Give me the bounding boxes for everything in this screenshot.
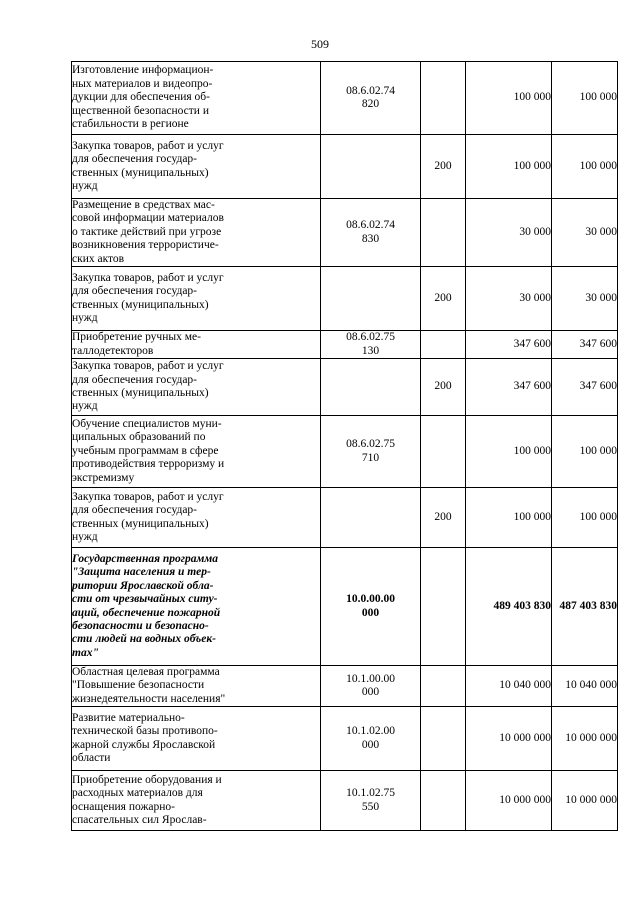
- table-row: [72, 707, 618, 771]
- row-name-cell: [72, 199, 321, 267]
- row-amount-2016-cell: [466, 135, 552, 199]
- row-name-text: Закупка товаров, работ и услуг для обеспечения государ- ственных (муниципальных) нужд: [72, 271, 224, 324]
- row-code-text: 08.6.02.74 820: [346, 84, 395, 110]
- row-amount-2017-text: 30 000: [585, 291, 617, 304]
- table-row: [72, 771, 618, 831]
- row-code-cell: [321, 416, 421, 488]
- row-code-cell: [321, 359, 421, 416]
- row-code-cell: [321, 267, 421, 331]
- row-amount-2016-text: 10 000 000: [499, 732, 551, 745]
- row-name-text: Приобретение ручных ме- таллодетекторов: [72, 331, 201, 357]
- row-name-text: Обучение специалистов муни- ципальных образований по учебным программам в сфере противодействия терроризму и экстремизму: [72, 418, 225, 484]
- row-amount-2016-text: 347 600: [513, 337, 551, 350]
- table-row: [72, 666, 618, 707]
- row-amount-2017-text: 347 600: [579, 380, 617, 393]
- row-expense-type-cell: [421, 267, 466, 331]
- row-amount-2017-cell: [552, 199, 618, 267]
- row-amount-2017-text: 100 000: [579, 510, 617, 523]
- row-amount-2017-cell: [552, 135, 618, 199]
- row-amount-2016-text: 100 000: [513, 159, 551, 172]
- row-amount-2017-text: 10 000 000: [565, 732, 617, 745]
- row-amount-2016-cell: [466, 416, 552, 488]
- page-number: 509: [311, 37, 329, 51]
- row-amount-2016-cell: [466, 267, 552, 331]
- row-amount-2016-cell: [466, 666, 552, 707]
- row-amount-2017-cell: [552, 267, 618, 331]
- row-amount-2017-cell: [552, 548, 618, 666]
- row-expense-type-cell: [421, 707, 466, 771]
- row-name-text: Закупка товаров, работ и услуг для обеспечения государ- ственных (муниципальных) нужд: [72, 490, 224, 543]
- row-code-text: 08.6.02.74 830: [346, 219, 395, 245]
- row-expense-type-cell: [421, 331, 466, 359]
- row-amount-2016-text: 347 600: [513, 380, 551, 393]
- row-code-cell: [321, 707, 421, 771]
- row-amount-2016-cell: [466, 199, 552, 267]
- budget-table: [71, 61, 618, 831]
- row-amount-2017-cell: [552, 666, 618, 707]
- row-amount-2016-text: 10 000 000: [499, 794, 551, 807]
- row-name-cell: [72, 62, 321, 135]
- table-row: [72, 331, 618, 359]
- row-code-text: 10.1.02.75 550: [346, 787, 395, 813]
- row-amount-2016-cell: [466, 771, 552, 831]
- row-expense-type-cell: [421, 199, 466, 267]
- row-name-cell: [72, 135, 321, 199]
- row-expense-type-cell: [421, 359, 466, 416]
- row-amount-2017-cell: [552, 771, 618, 831]
- row-amount-2017-text: 100 000: [579, 91, 617, 104]
- row-amount-2016-text: 30 000: [519, 291, 551, 304]
- row-amount-2017-cell: [552, 488, 618, 548]
- row-amount-2017-text: 10 040 000: [565, 679, 617, 692]
- row-amount-2016-text: 100 000: [513, 444, 551, 457]
- row-code-cell: [321, 666, 421, 707]
- row-name-cell: [72, 359, 321, 416]
- row-code-cell: [321, 548, 421, 666]
- row-amount-2016-text: 100 000: [513, 91, 551, 104]
- row-code-cell: [321, 771, 421, 831]
- row-amount-2016-cell: [466, 331, 552, 359]
- row-expense-type-cell: [421, 548, 466, 666]
- row-name-text: Закупка товаров, работ и услуг для обеспечения государ- ственных (муниципальных) нужд: [72, 360, 224, 413]
- row-name-cell: [72, 488, 321, 548]
- table-row: [72, 199, 618, 267]
- row-amount-2017-cell: [552, 416, 618, 488]
- row-amount-2016-cell: [466, 359, 552, 416]
- row-expense-type-text: 200: [434, 159, 452, 172]
- row-expense-type-cell: [421, 62, 466, 135]
- row-amount-2016-text: 30 000: [519, 225, 551, 238]
- row-amount-2017-cell: [552, 707, 618, 771]
- row-amount-2016-cell: [466, 707, 552, 771]
- row-amount-2016-text: 10 040 000: [499, 679, 551, 692]
- row-name-text: Областная целевая программа "Повышение безопасности жизнедеятельности населения": [72, 666, 226, 705]
- row-name-cell: [72, 666, 321, 707]
- table-row: [72, 548, 618, 666]
- row-amount-2017-cell: [552, 62, 618, 135]
- row-amount-2016-text: 100 000: [513, 510, 551, 523]
- row-name-text: Изготовление информацион- ных материалов и видеопро- дукции для обеспечения об- щественной безопасности и стабильности в регионе: [72, 64, 214, 131]
- row-expense-type-cell: [421, 488, 466, 548]
- row-code-text: 10.1.00.00 000: [346, 672, 395, 699]
- row-code-cell: [321, 488, 421, 548]
- row-name-text: Развитие материально- технической базы противопо- жарной службы Ярославской области: [72, 711, 218, 765]
- row-name-cell: [72, 707, 321, 771]
- table-row: [72, 267, 618, 331]
- row-expense-type-text: 200: [434, 380, 452, 393]
- row-name-text: Приобретение оборудования и расходных материалов для оснащения пожарно- спасательных сил Ярослав-: [72, 773, 222, 827]
- row-expense-type-text: 200: [434, 291, 452, 304]
- table-row: [72, 488, 618, 548]
- row-amount-2016-cell: [466, 488, 552, 548]
- row-code-text: 10.1.02.00 000: [346, 725, 395, 751]
- table-row: [72, 135, 618, 199]
- row-name-cell: [72, 548, 321, 666]
- row-name-cell: [72, 416, 321, 488]
- row-code-text: 10.0.00.00 000: [346, 593, 395, 619]
- row-amount-2017-cell: [552, 359, 618, 416]
- row-amount-2016-cell: [466, 548, 552, 666]
- row-expense-type-text: 200: [434, 510, 452, 523]
- row-code-text: 08.6.02.75 130: [346, 331, 395, 357]
- row-name-text: Закупка товаров, работ и услуг для обеспечения государ- ственных (муниципальных) нужд: [72, 139, 224, 192]
- row-name-text: Размещение в средствах мас- совой информации материалов о тактике действий при угрозе возникновения террористиче- ских актов: [72, 199, 224, 265]
- row-amount-2016-text: 489 403 830: [493, 599, 551, 612]
- row-name-cell: [72, 331, 321, 359]
- row-amount-2017-cell: [552, 331, 618, 359]
- row-name-cell: [72, 267, 321, 331]
- row-amount-2017-text: 100 000: [579, 444, 617, 457]
- budget-table-body: [72, 62, 618, 831]
- row-amount-2017-text: 100 000: [579, 159, 617, 172]
- row-expense-type-cell: [421, 135, 466, 199]
- row-code-text: 08.6.02.75 710: [346, 438, 395, 464]
- row-amount-2017-text: 347 600: [579, 337, 617, 350]
- row-amount-2017-text: 30 000: [585, 225, 617, 238]
- row-amount-2017-text: 487 403 830: [559, 599, 617, 612]
- row-expense-type-cell: [421, 771, 466, 831]
- row-code-cell: [321, 135, 421, 199]
- row-amount-2016-cell: [466, 62, 552, 135]
- row-expense-type-cell: [421, 666, 466, 707]
- row-name-cell: [72, 771, 321, 831]
- row-expense-type-cell: [421, 416, 466, 488]
- table-row: [72, 416, 618, 488]
- row-code-cell: [321, 199, 421, 267]
- row-name-text: Государственная программа "Защита населения и тер- ритории Ярославской обла- сти от чрезвычайных ситу- аций, обеспечение пожарной безопасности и безопасно- сти людей на водных объек- тах": [72, 552, 221, 659]
- row-amount-2017-text: 10 000 000: [565, 794, 617, 807]
- table-row: [72, 62, 618, 135]
- table-row: [72, 359, 618, 416]
- row-code-cell: [321, 331, 421, 359]
- row-code-cell: [321, 62, 421, 135]
